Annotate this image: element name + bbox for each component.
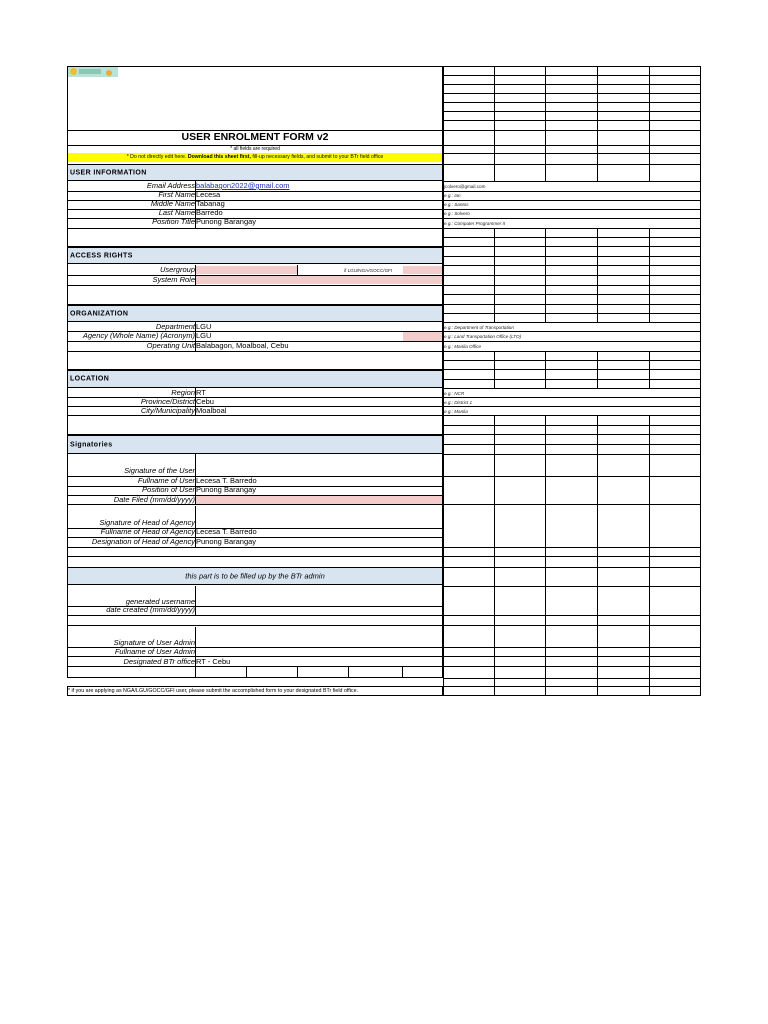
operating-unit-label: Operating Unit [146, 341, 195, 350]
usergroup-label: Usergroup [159, 265, 195, 274]
email-label: Email Address [146, 181, 195, 190]
email-value[interactable]: balabagon2022@gmail.com [196, 181, 290, 190]
position-user-value[interactable]: Punong Barangay [196, 485, 257, 494]
email-hint: jcolvero@gmail.com [444, 184, 486, 189]
designated-office-value[interactable]: RT - Cebu [196, 657, 231, 666]
required-note: * all fields are required [230, 146, 280, 152]
last-name-label: Last Name [158, 208, 195, 217]
designation-head-value[interactable]: Punong Barangay [196, 537, 257, 546]
system-role-field[interactable] [196, 276, 442, 284]
position-title-label: Position Title [152, 217, 195, 226]
province-label: Province/District [140, 397, 195, 406]
position-title-hint: e.g.: Computer Programmer II [444, 221, 506, 226]
fullname-user-value[interactable]: Lecesa T. Barredo [196, 476, 257, 485]
first-name-hint: e.g.: Ian [444, 193, 461, 198]
instruction-banner: * Do not directly edit here. Download this sheet first, fill-up necessary fields, and submit to your BTr field office [68, 153, 442, 162]
position-title-value[interactable]: Punong Barangay [196, 217, 257, 226]
section-user-information: USER INFORMATION [67, 164, 443, 181]
department-label: Department [155, 322, 195, 331]
region-label: Region [171, 388, 195, 397]
fullname-head-label: Fullname of Head of Agency [100, 527, 195, 536]
city-value[interactable]: Moalboal [196, 406, 227, 415]
footnote: * if you are applying as NGA/LGU/GOCC/GFI user, please submit the accomplished form to your designated BTr field office. [68, 688, 358, 694]
agency-acronym-field[interactable] [403, 332, 442, 341]
section-location: LOCATION [67, 370, 443, 388]
agency-hint: e.g.: Land Transportation Office (LTO) [444, 334, 522, 339]
signature-user-label: Signature of the User [124, 466, 195, 475]
btr-logo-icon [68, 67, 118, 77]
region-value[interactable]: RT [196, 388, 206, 397]
region-hint: e.g.: NCR [444, 391, 465, 396]
designated-office-label: Designated BTr office [123, 657, 195, 666]
usergroup-field[interactable] [196, 266, 297, 274]
designation-head-label: Designation of Head of Agency [91, 537, 195, 546]
department-hint: e.g.: Department of Transportation [444, 325, 514, 330]
usergroup-note: if LGU/NGA/GOCC/GFI [344, 268, 393, 273]
right-grid-frame [443, 66, 701, 696]
fullname-user-label: Fullname of User [137, 476, 195, 485]
first-name-label: First Name [158, 190, 195, 199]
operating-unit-hint: e.g.: Manila Office [444, 344, 482, 349]
section-organization: ORGANIZATION [67, 305, 443, 322]
form-title: USER ENROLMENT FORM v2 [181, 131, 329, 143]
middle-name-value[interactable]: Tabanag [196, 199, 225, 208]
signature-head-label: Signature of Head of Agency [99, 518, 195, 527]
agency-value[interactable]: LGU [196, 331, 212, 340]
position-user-label: Position of User [142, 485, 195, 494]
signature-admin-label: Signature of User Admin [113, 638, 195, 647]
date-created-label: date created (mm/dd/yyyy) [106, 605, 195, 614]
province-hint: e.g.: District 1 [444, 400, 473, 405]
middle-name-label: Middle Name [150, 199, 195, 208]
department-value[interactable]: LGU [196, 322, 212, 331]
province-value[interactable]: Cebu [196, 397, 214, 406]
fullname-head-value[interactable]: Lecesa T. Barredo [196, 527, 257, 536]
system-role-label: System Role [152, 275, 195, 284]
date-filed-label: Date Filed (mm/dd/yyyy) [113, 495, 195, 504]
fullname-admin-label: Fullname of User Admin [114, 647, 195, 656]
section-admin: this part is to be filled up by the BTr admin [67, 567, 443, 585]
first-name-value[interactable]: Lecesa [196, 190, 221, 199]
city-hint: e.g.: Manila [444, 409, 468, 414]
last-name-hint: e.g.: Solvero [444, 211, 470, 216]
city-label: City/Municipality [140, 406, 195, 415]
generated-username-label: generated username [125, 597, 195, 606]
middle-name-hint: e.g.: Santos [444, 202, 469, 207]
last-name-value[interactable]: Barredo [196, 208, 223, 217]
operating-unit-value[interactable]: Balabagon, Moalboal, Cebu [196, 341, 289, 350]
date-filed-field[interactable] [196, 496, 442, 504]
agency-label: Agency (Whole Name) (Acronym) [82, 331, 195, 340]
section-access-rights: ACCESS RIGHTS [67, 247, 443, 264]
usergroup-field-2[interactable] [403, 266, 442, 274]
section-signatories: Signatories [67, 435, 443, 454]
